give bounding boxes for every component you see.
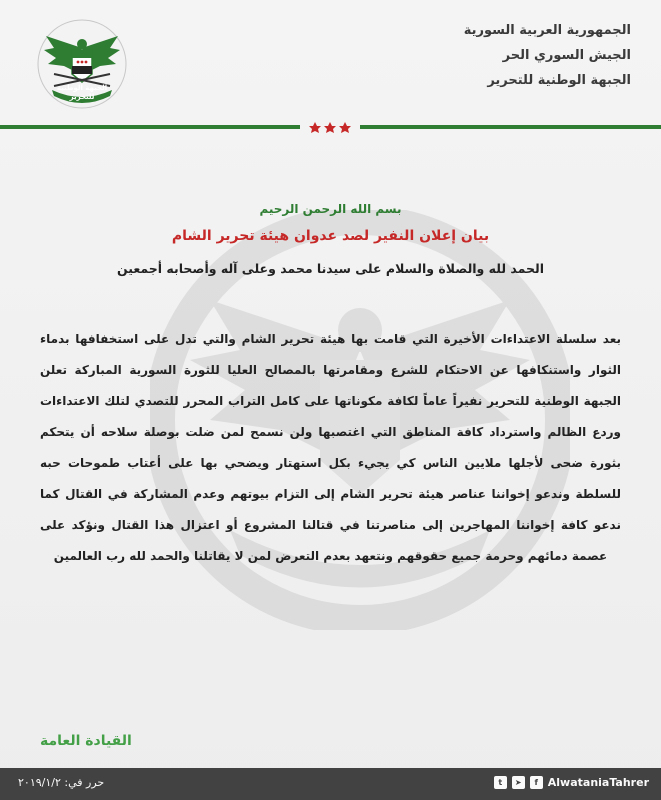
divider-star-icon [309,122,351,133]
header-line-republic: الجمهورية العربية السورية [463,23,631,38]
opening-line: الحمد لله والصلاة والسلام على سيدنا محمد وعلى آله وأصحابه أجمعين [117,261,544,276]
handle-text: AlwataniaTahrer [547,776,649,789]
emblem-ribbon-text: الجبهة الوطنية للتحرير [56,84,108,101]
statement-paragraph: بعد سلسلة الاعتداءات الأخيرة التي قامت بها هيئة تحرير الشام والتي تدل على استخفافها بدماء الثوار واستنكافها عن الاحتكام للشرع ومقامرتها بالمصالح العليا للثورة السورية المباركة تعلن الجبهة الوطنية للتحرير نفيراً عاماً لكافة مكوناتها على كامل التراب المحرر للتصدي لتلك الاعتداءات وردع الظالم واسترداد كافة المناطق التي اغتصبها ولن نسمح لمن ضلت بوصلة سلاحه أن يتحكم بثورة ضحى لأجلها ملايين الناس كي يجيء بكل استهتار ويضحي بها على أعتاب طموحات حبه للسلطة وندعو إخواننا عناصر هيئة تحرير الشام إلى التزام بيوتهم وعدم المشاركة في القتال كما ندعو كافة إخواننا المهاجرين إلى مناصرتنا في قتالنا المشروع أو اعتزال هذا القتال ونؤكد على عصمة دمائهم وحرمة جميع حقوقهم ونتعهد بعدم التعرض لمن لا يقاتلنا والحمد لله رب العالمين [40,332,621,563]
social-handle [494,776,649,789]
telegram-icon: ➤ [512,776,525,789]
footer-bar [0,768,661,800]
header-institution-lines [464,18,631,93]
facebook-icon: f [530,776,543,789]
header-line-army: الجيش السوري الحر [502,48,631,63]
statement-body [40,198,621,572]
twitter-icon: t [494,776,507,789]
statement-title: بيان إعلان النفير لصد عدوان هيئة تحرير الشام [171,228,490,244]
header-divider [0,120,661,134]
signature: القيادة العامة [40,733,132,749]
header-line-front: الجبهة الوطنية للتحرير [487,73,631,88]
basmala: بسم الله الرحمن الرحيم [259,202,402,216]
issue-date: حرر في: ٢٠١٩/١/٢ [18,776,105,789]
